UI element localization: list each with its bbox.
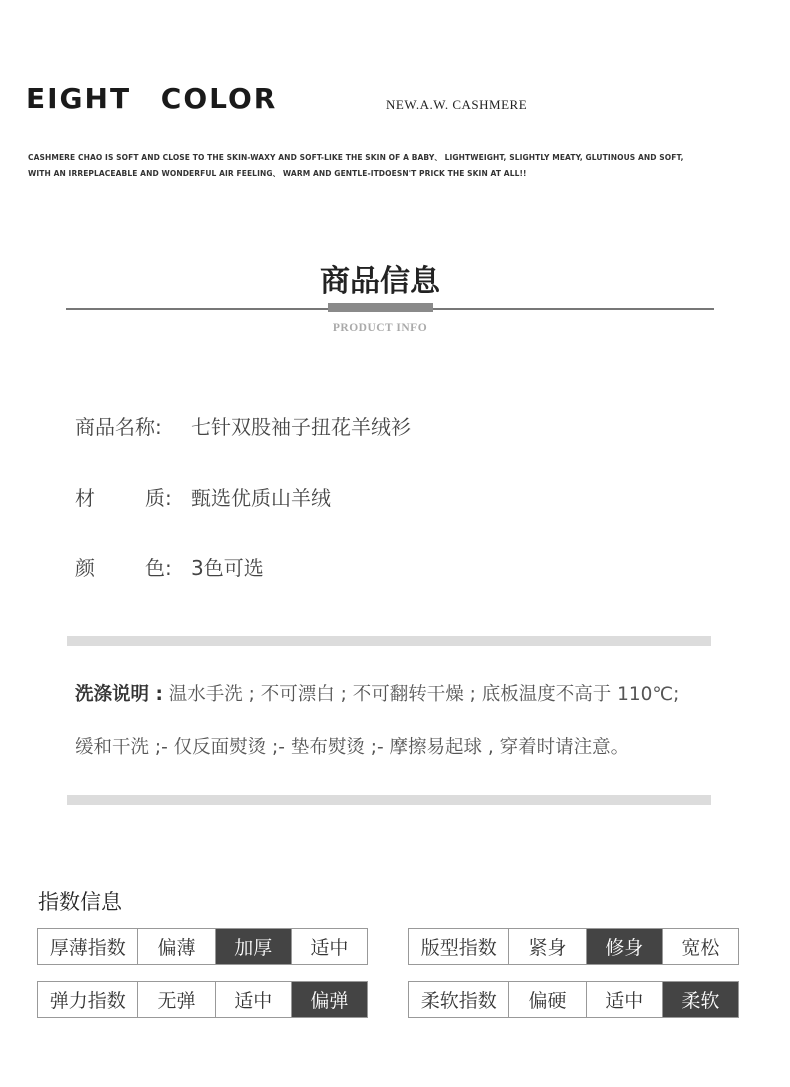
section-subtitle: PRODUCT INFO: [332, 322, 428, 334]
elasticity-label: 弹力指数: [38, 982, 138, 1018]
color-label-a: 颜: [75, 556, 95, 580]
softness-index-row: [409, 982, 739, 1018]
material-label-a: 材: [75, 486, 95, 510]
divider-band-top: [67, 636, 711, 646]
softness-option-2: 适中: [586, 982, 662, 1018]
name-label: 商品名称:: [75, 415, 162, 439]
info-row-material: [75, 482, 331, 511]
thickness-label: 厚薄指数: [38, 929, 138, 965]
thickness-index-table: [37, 928, 368, 965]
wash-label: 洗涤说明 :: [75, 684, 163, 705]
tagline-line-1: CASHMERE CHAO IS SOFT AND CLOSE TO THE SKIN-WAXY AND SOFT-LIKE THE SKIN OF A BABY、 LIGHTWEIGHT, SLIGHTLY MEATY, GLUTINOUS AND SOFT,: [28, 153, 684, 162]
section-title: 商品信息: [320, 264, 440, 299]
thickness-option-2-selected: 加厚: [215, 929, 291, 965]
thickness-index-row: [38, 929, 368, 965]
thickness-option-1: 偏薄: [138, 929, 215, 965]
info-row-name: [75, 411, 411, 440]
wash-text-1: 温水手洗 ; 不可漂白 ; 不可翻转干燥 ; 底板温度不高于 110℃;: [162, 684, 680, 705]
brand-title: EIGHT COLOR: [26, 82, 278, 115]
fit-index-row: [409, 929, 739, 965]
fit-option-3: 宽松: [662, 929, 738, 965]
softness-option-3-selected: 柔软: [662, 982, 738, 1018]
color-value: 3色可选: [191, 556, 264, 580]
elasticity-index-row: [38, 982, 368, 1018]
wash-line-2: 缓和干洗 ;- 仅反面熨烫 ;- 垫布熨烫 ;- 摩擦易起球 , 穿着时请注意。: [75, 737, 630, 758]
softness-label: 柔软指数: [409, 982, 509, 1018]
fit-option-2-selected: 修身: [586, 929, 662, 965]
material-label-b: 质:: [145, 486, 172, 510]
elasticity-option-3-selected: 偏弹: [291, 982, 367, 1018]
thickness-option-3: 适中: [291, 929, 367, 965]
wash-line-1: [75, 680, 679, 706]
elasticity-option-1: 无弹: [138, 982, 215, 1018]
fit-label: 版型指数: [409, 929, 509, 965]
index-title: 指数信息: [38, 890, 122, 914]
info-row-color: [75, 552, 264, 581]
divider-band-bottom: [67, 795, 711, 805]
elasticity-index-table: [37, 981, 368, 1018]
tagline-line-2: WITH AN IRREPLACEABLE AND WONDERFUL AIR FEELING、 WARM AND GENTLE-ITDOESN'T PRICK THE SKIN AT ALL!!: [28, 169, 527, 178]
softness-option-1: 偏硬: [509, 982, 586, 1018]
elasticity-option-2: 适中: [215, 982, 291, 1018]
section-divider-accent: [328, 303, 433, 312]
softness-index-table: [408, 981, 739, 1018]
fit-index-table: [408, 928, 739, 965]
material-value: 甄选优质山羊绒: [191, 486, 331, 510]
name-value: 七针双股袖子扭花羊绒衫: [191, 415, 411, 439]
color-label-b: 色:: [145, 556, 172, 580]
brand-subtitle: NEW.A.W. CASHMERE: [386, 97, 528, 112]
fit-option-1: 紧身: [509, 929, 586, 965]
